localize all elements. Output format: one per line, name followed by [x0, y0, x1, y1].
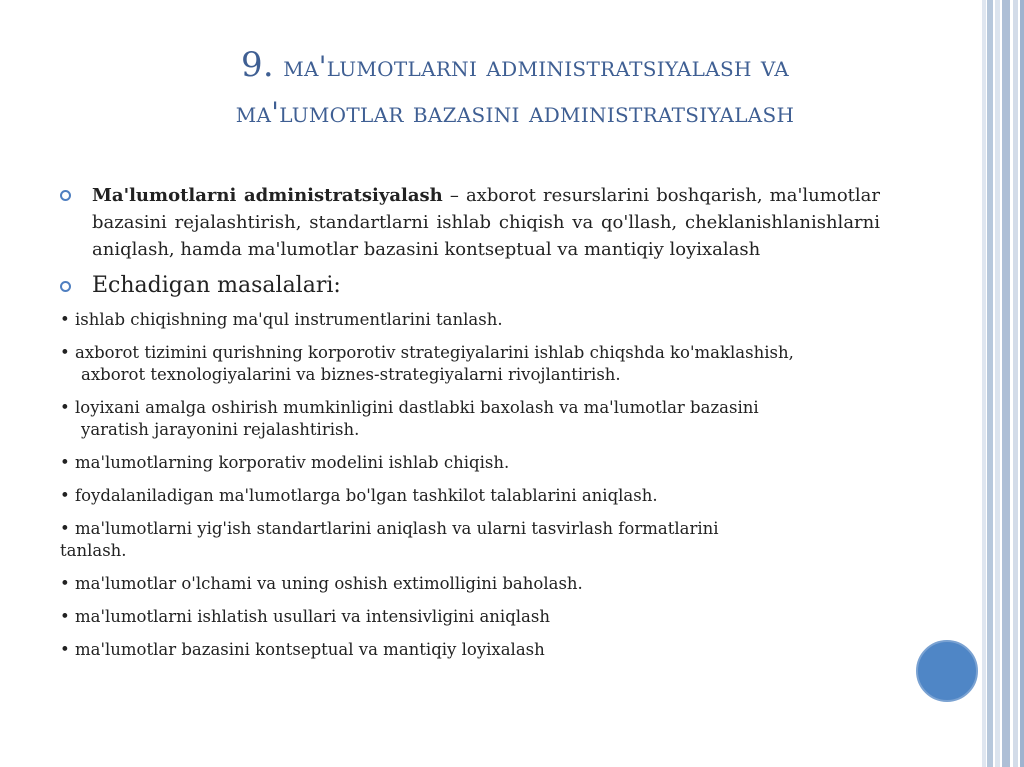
list-item — [60, 573, 880, 595]
slide-content — [60, 182, 880, 672]
list-item — [60, 309, 880, 331]
list-item-line: • ma'lumotlar bazasini kontseptual va mantiqiy loyixalash — [60, 640, 545, 659]
title-line-1 — [60, 42, 970, 90]
list-item — [60, 518, 880, 562]
circle-bullet-icon — [60, 190, 71, 201]
stripe — [987, 0, 993, 767]
definition-term: Ma'lumotlarni administratsiyalash — [92, 185, 443, 206]
list-item-line: • ma'lumotlarning korporativ modelini ishlab chiqish. — [60, 453, 510, 472]
list-item-line: • ma'lumotlarni ishlatish usullari va intensivligini aniqlash — [60, 607, 550, 626]
stripe — [1002, 0, 1010, 767]
stripe — [982, 0, 986, 767]
list-item-line: • foydalaniladigan ma'lumotlarga bo'lgan tashkilot talablarini aniqlash. — [60, 486, 658, 505]
list-item-line: • axborot tizimini qurishning korporotiv strategiyalarini ishlab chiqshda ko'maklashish, — [60, 343, 794, 362]
list-item-continuation: tanlash. — [60, 541, 127, 560]
list-item — [60, 452, 880, 474]
definition-text: – axborot resurslarini boshqarish, ma'lumotlar bazasini rejalashtirish, standartlarni ishlab chiqish va qo'llash, cheklanishlanishlarni aniqlash, hamda ma'lumotlar bazasini kontseptual va mantiqiy loyixalash — [92, 185, 880, 260]
list-item-line: • ma'lumotlarni yig'ish standartlarini aniqlash va ularni tasvirlash formatlarini — [60, 519, 719, 538]
task-list — [60, 309, 880, 661]
definition-paragraph — [60, 182, 880, 263]
circle-bullet-icon — [60, 281, 71, 292]
stripe — [995, 0, 1000, 767]
stripe — [1020, 0, 1024, 767]
title-line-2: ma'lumotlar bazasini administratsiyalash — [235, 96, 795, 129]
list-item — [60, 485, 880, 507]
list-item — [60, 397, 880, 441]
title-number: 9. — [240, 45, 275, 85]
slide-title — [60, 42, 970, 136]
list-item-continuation: axborot texnologiyalarini va biznes-strategiyalarni rivojlantirish. — [81, 365, 621, 384]
list-item — [60, 606, 880, 628]
subheading — [60, 271, 880, 301]
decorative-circle — [916, 640, 978, 702]
list-item — [60, 342, 880, 386]
list-item-line: • ma'lumotlar o'lchami va uning oshish extimolligini baholash. — [60, 574, 583, 593]
title-line-1-text: ma'lumotlarni administratsiyalash va — [283, 50, 790, 83]
list-item — [60, 639, 880, 661]
list-item-line: • loyixani amalga oshirish mumkinligini dastlabki baxolash va ma'lumotlar bazasini — [60, 398, 759, 417]
stripe — [1013, 0, 1018, 767]
subheading-text: Echadigan masalalari: — [92, 273, 341, 298]
list-item-line: • ishlab chiqishning ma'qul instrumentlarini tanlash. — [60, 310, 503, 329]
list-item-continuation: yaratish jarayonini rejalashtirish. — [81, 420, 360, 439]
decorative-side-stripes — [980, 0, 1024, 767]
